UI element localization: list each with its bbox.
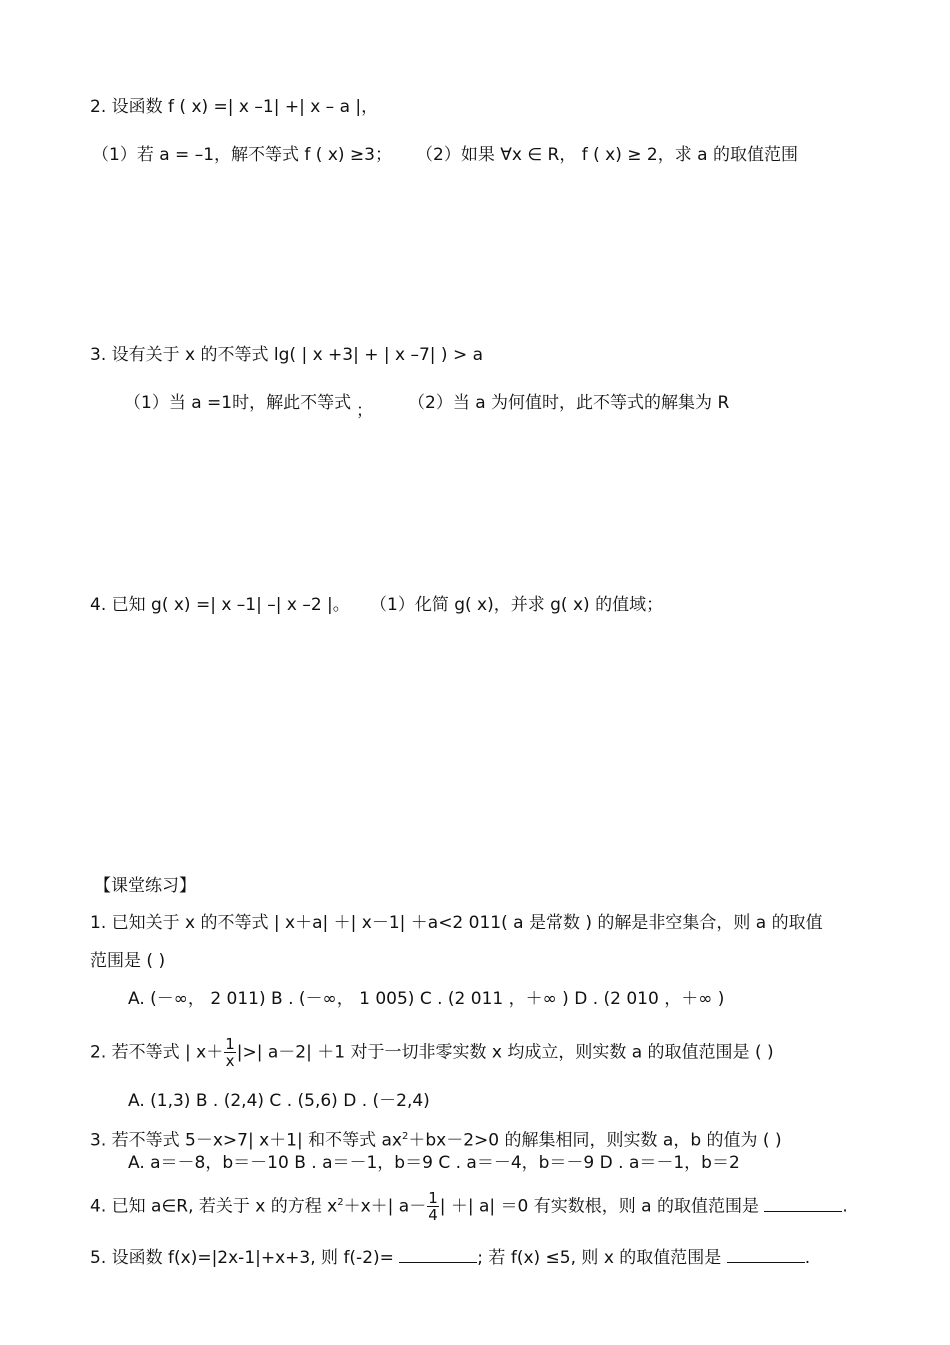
q4-part1: （1）化简 g( x)，并求 g( x) 的值域； (370, 595, 664, 615)
p2-options: A. (1,3) B . (2,4) C . (5,6) D . (－2,4) (128, 1091, 430, 1111)
p4-fraction (427, 1190, 439, 1223)
p4-after: | ＋| a| ＝0 有实数根，则 a 的取值范围是 (439, 1196, 760, 1217)
p2-after: |>| a－2| ＋1 对于一切非零实数 x 均成立，则实数 a 的取值范围是 ( ) (236, 1042, 774, 1063)
q2-part2: （2）如果 ∀x ∈ R， f ( x) ≥ 2，求 a 的取值范围 (416, 145, 798, 165)
p3-question (90, 1126, 782, 1152)
q4-title: 4. 已知 g( x) =| x –1| –| x –2 |。 (90, 595, 350, 615)
p2-frac-num: 1 (225, 1035, 235, 1053)
p1-line2: 范围是 ( ) (90, 951, 166, 971)
p5-end: . (804, 1248, 811, 1268)
p5-question (90, 1246, 810, 1269)
q3-title: 3. 设有关于 x 的不等式 lg( | x +3| + | x –7| ) > a (90, 345, 484, 365)
p4-end: . (842, 1196, 848, 1217)
p5-answer-blank-1[interactable] (399, 1246, 477, 1263)
p4-before: 4. 已知 a∈R, 若关于 x 的方程 x (90, 1196, 338, 1217)
q2-title: 2. 设函数 f ( x) =| x –1| +| x – a |， (90, 97, 379, 117)
p1-options: A. (－∞， 2 011) B . (－∞， 1 005) C . (2 011 ，＋∞ ) D . (2 010 ，＋∞ ) (128, 989, 725, 1009)
q3-part2: （2）当 a 为何值时，此不等式的解集为 R (408, 393, 730, 413)
p4-answer-blank[interactable] (764, 1195, 842, 1212)
p3-options: A. a＝－8，b＝－10 B . a＝－1，b＝9 C . a＝－4，b＝－9 D . a＝－1，b＝2 (128, 1153, 740, 1173)
p3-before: 3. 若不等式 5－x>7| x＋1| 和不等式 ax (90, 1130, 402, 1151)
p3-after: ＋bx－2>0 的解集相同，则实数 a，b 的值为 ( ) (408, 1130, 782, 1151)
p2-before: 2. 若不等式 | x＋ (90, 1042, 224, 1063)
p4-frac-den: 4 (428, 1206, 438, 1224)
p1-line1: 1. 已知关于 x 的不等式 | x＋a| ＋| x－1| ＋a<2 011( a 是常数 ) 的解是非空集合，则 a 的取值 (90, 913, 823, 933)
p2-frac-den: x (225, 1052, 235, 1070)
q3-part1: （1）当 a =1时，解此不等式 (124, 393, 352, 413)
p4-mid: ＋x＋| a－ (343, 1196, 427, 1217)
practice-heading: 【课堂练习】 (94, 876, 196, 896)
p4-sup: 2 (337, 1196, 344, 1208)
p2-question (90, 1036, 774, 1069)
p3-sup: 2 (402, 1131, 409, 1142)
p2-fraction (224, 1036, 236, 1069)
p5-before: 5. 设函数 f(x)=|2x-1|+x+3, 则 f(-2)= (90, 1248, 394, 1268)
p4-question (90, 1190, 848, 1223)
q3-semicolon: ； (356, 401, 373, 421)
q2-part1: （1）若 a = –1，解不等式 f ( x) ≥3； (92, 145, 392, 165)
p5-mid: ; 若 f(x) ≤5, 则 x 的取值范围是 (477, 1248, 722, 1268)
p5-answer-blank-2[interactable] (727, 1246, 805, 1263)
p4-frac-num: 1 (428, 1189, 438, 1207)
